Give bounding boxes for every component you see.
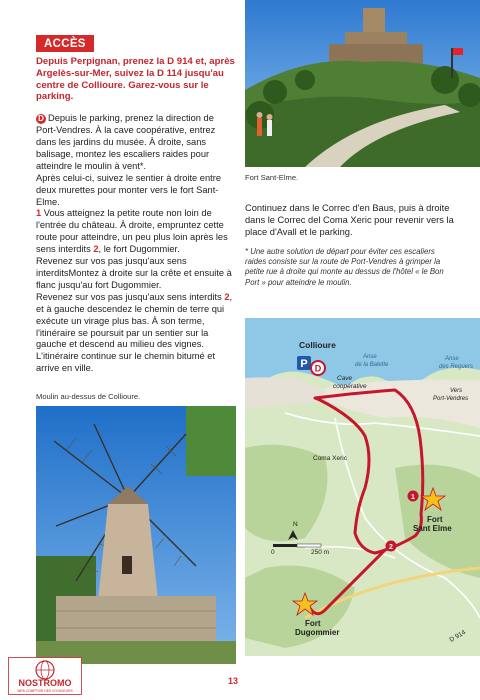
map-label-fort-d-2: Dugommier <box>295 628 340 637</box>
footnote: * Une autre solution de départ pour éviter ces escaliers raides consiste sur la route de Port-Vendres à grimper la petite rue à droite qui monte au dessus de l'hôtel « le Bon Port » pour atteindre le moulin. <box>245 246 444 287</box>
step-return-text-b: , et à gauche descendez le chemin de terre qui exécute un virage plus bas. À son terme, l'itinéraire se poursuit par un sentier sur la gauche et descend au milieu des vignes. L'itinéraire continue sur le chemin bitumé et arrive en ville. <box>36 291 233 374</box>
parking-label: P <box>300 358 308 370</box>
map-label-vers-2: Port-Vendres <box>433 396 469 402</box>
map-label-fort-d-1: Fort <box>305 619 321 628</box>
acces-badge: ACCÈS <box>36 35 94 52</box>
step-d-text: Depuis le parking, prenez la direction de Port-Vendres. À la cave coopérative, entrez dans les jardins du musée. À droite, sans balisage, montez les escaliers raides pour atteindre le moulin à vent*. <box>36 113 216 171</box>
map-label-fort-se-2: Sant Elme <box>413 524 452 533</box>
left-column <box>36 34 236 375</box>
marker-1-label: 1 <box>411 494 415 501</box>
step-crest-paragraph: Revenez sur vos pas jusqu'aux sens interditsMontez à droite sur la crête et ensuite à flanc jusqu'au fort Dugommier. <box>36 256 232 290</box>
intro-text: Depuis Perpignan, prenez la D 914 et, après Argelès-sur-Mer, suivez la D 114 jusqu'au centre de Collioure. Garez-vous sur le parking. <box>36 56 235 103</box>
step-d-paragraph <box>36 113 236 173</box>
map-label-cave-1: Cave <box>337 375 353 382</box>
fort-caption: Fort Sant-Elme. <box>245 173 299 182</box>
step-1-paragraph <box>36 208 236 256</box>
marker-2-label: 2 <box>389 544 393 551</box>
step-1-marker: 1 <box>36 208 42 219</box>
map-label-collioure: Collioure <box>299 340 336 350</box>
map-label-fort-se-1: Fort <box>427 515 443 524</box>
map-label-road: D 914 <box>448 628 468 644</box>
continuation-text: Continuez dans le Correc d'en Baus, puis à droite dans le Correc del Coma Xeric pour revenir vers la place d'Avall et le parking. <box>245 203 454 237</box>
map-label-coma: Coma Xeric <box>313 455 347 462</box>
map-label-anse-balette-2: de la Balette <box>355 362 389 368</box>
itinerary-text <box>36 113 236 375</box>
map-label-vers-1: Vers <box>450 388 463 394</box>
scale-zero: 0 <box>271 549 275 556</box>
fort-photo <box>245 0 480 167</box>
right-column <box>245 203 455 288</box>
logo-sub: WEB COMPTOIR DES VOYAGEURS <box>17 689 73 693</box>
step-return-paragraph <box>36 292 236 375</box>
start-marker: D <box>36 114 46 124</box>
windmill-illustration <box>36 406 236 664</box>
moulin-caption: Moulin au-dessus de Collioure. <box>36 392 141 401</box>
logo-name: NOSTROMO <box>18 678 72 688</box>
nostromo-logo-mark <box>8 657 82 695</box>
step-2-marker-b: 2 <box>224 291 230 302</box>
map-label-cave-2: coopérative <box>333 383 367 390</box>
map-label-anse-reguers-2: des Reguers <box>439 364 474 370</box>
start-label: D <box>314 363 322 374</box>
step-1-text-a: Vous atteignez la petite route non loin de l'entrée du château. À droite, empruntez cette route pour atteindre, un peu plus loin après les sens interdits <box>36 208 228 255</box>
page-number: 13 <box>228 676 239 686</box>
nostromo-logo <box>8 657 82 695</box>
map-canvas <box>245 318 480 656</box>
step-moulin-paragraph: Après celui-ci, suivez le sentier à droite entre deux murettes pour monter vers le fort Sant-Elme. <box>36 172 221 207</box>
step-2-marker: 2 <box>93 244 99 255</box>
step-return-text-a: Revenez sur vos pas jusqu'aux sens interdits <box>36 291 222 302</box>
map-north-label: N <box>293 521 298 528</box>
step-1-text-b: , le fort Dugommier. <box>98 244 180 255</box>
scale-250: 250 m <box>311 549 330 556</box>
route-map <box>245 318 480 656</box>
map-label-anse-balette-1: Anse <box>363 354 377 360</box>
map-label-anse-reguers-1: Anse <box>445 356 459 362</box>
fort-illustration <box>245 0 480 167</box>
windmill-photo <box>36 406 236 664</box>
